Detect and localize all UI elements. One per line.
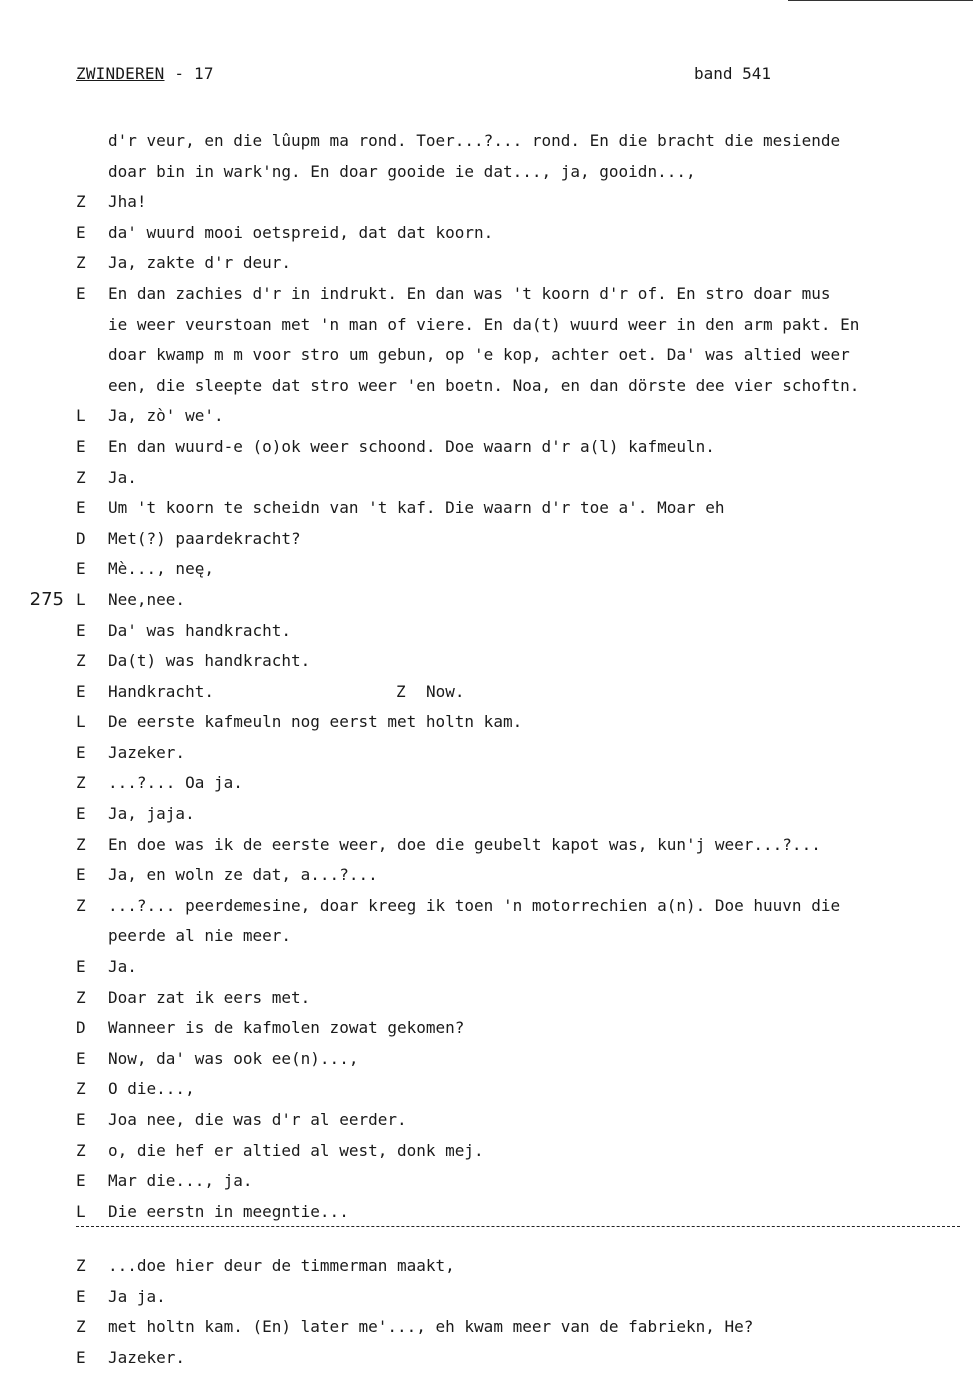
transcript-line [0, 524, 973, 555]
utterance-text: Ja ja. [108, 1286, 166, 1306]
transcript-line [0, 279, 973, 310]
speaker-label: Z [76, 467, 86, 487]
speaker-label: L [76, 589, 86, 609]
transcript-line [0, 1166, 973, 1197]
transcript-line [0, 677, 973, 708]
document-title: ZWINDEREN [76, 64, 165, 83]
utterance-text: Now. [426, 681, 465, 701]
page-header-left [76, 64, 214, 83]
speaker-label: Z [76, 651, 86, 671]
speaker-label: D [76, 528, 86, 548]
utterance-text: peerde al nie meer. [108, 926, 292, 946]
transcript-line [0, 707, 973, 738]
utterance-text: doar kwamp m m voor stro um gebun, op 'e kop, achter oet. Da' was altied weer [108, 345, 850, 365]
band-label: band 541 [694, 64, 772, 83]
utterance-text: een, die sleepte dat stro weer 'en boetn. Noa, en dan dörste dee vier schoftn. [108, 375, 860, 395]
speaker-label: Z [76, 1140, 86, 1160]
speaker-label: L [76, 406, 86, 426]
speaker-label: Z [396, 681, 406, 701]
utterance-text: O die..., [108, 1079, 195, 1099]
transcript-line [0, 799, 973, 830]
utterance-text: Um 't koorn te scheidn van 't kaf. Die waarn d'r toe a'. Moar eh [108, 498, 725, 518]
speaker-label: E [76, 1347, 86, 1367]
transcript-line [0, 830, 973, 861]
transcript-line [0, 891, 973, 922]
utterance-text: Ja, jaja. [108, 804, 195, 824]
speaker-label: Z [76, 253, 86, 273]
transcript-line [0, 310, 973, 341]
transcript-line [0, 248, 973, 279]
speaker-label: E [76, 620, 86, 640]
speaker-label: E [76, 559, 86, 579]
utterance-text: d'r veur, en die lûupm ma rond. Toer...?... rond. En die bracht die mesiende [108, 131, 841, 150]
transcript-line [0, 1312, 973, 1343]
speaker-label: E [76, 1110, 86, 1129]
transcript-line [0, 1044, 973, 1075]
speaker-label: E [76, 1171, 86, 1191]
utterance-text: ...doe hier deur de timmerman maakt, [108, 1256, 455, 1275]
transcript-line [0, 585, 973, 616]
utterance-text: o, die hef er altied al west, donk mej. [108, 1140, 484, 1160]
utterance-text: da' wuurd mooi oetspreid, dat dat koorn. [108, 222, 494, 242]
transcript-line [0, 187, 973, 218]
speaker-label: E [76, 1048, 86, 1068]
utterance-text: Met(?) paardekracht? [108, 528, 301, 548]
line-number: 275 [29, 588, 64, 610]
speaker-label: L [76, 712, 86, 732]
speaker-label: E [76, 742, 86, 762]
speaker-label: Z [76, 1317, 86, 1337]
transcript-line [0, 126, 973, 157]
utterance-text: Doar zat ik eers met. [108, 987, 311, 1007]
transcript-line [0, 616, 973, 647]
speaker-label: Z [76, 1256, 86, 1275]
speaker-label: E [76, 1286, 86, 1306]
utterance-text: Wanneer is de kafmolen zowat gekomen? [108, 1018, 465, 1038]
transcript-line [0, 768, 973, 799]
transcript-line [0, 1105, 973, 1136]
utterance-text: met holtn kam. (En) later me'..., eh kwam meer van de fabriekn, He? [108, 1317, 754, 1337]
speaker-label: Z [76, 1079, 86, 1099]
utterance-text: ie weer veurstoan met 'n man of viere. En da(t) wuurd weer in den arm pakt. En [108, 314, 860, 334]
transcript-line [0, 983, 973, 1014]
transcript-line [0, 1074, 973, 1105]
transcript-line [0, 921, 973, 952]
utterance-text: Ja. [108, 467, 137, 487]
transcript-line [0, 432, 973, 463]
transcript-line [0, 1251, 973, 1282]
utterance-text: Die eerstn in meegntie... [108, 1201, 349, 1221]
speaker-label: Z [76, 773, 86, 793]
transcript-line [0, 1343, 973, 1374]
top-rule [788, 0, 973, 1]
speaker-label: E [76, 957, 86, 977]
utterance-text: Ja, zò' we'. [108, 406, 224, 426]
transcript-continuation [0, 1251, 973, 1373]
transcript-line [0, 1282, 973, 1313]
speaker-label: Z [76, 834, 86, 854]
transcript-line [0, 493, 973, 524]
utterance-text: Ja. [108, 957, 137, 977]
utterance-text: Ja, en woln ze dat, a...?... [108, 865, 378, 885]
transcript-line [0, 157, 973, 188]
speaker-label: D [76, 1018, 86, 1038]
utterance-text: doar bin in wark'ng. En doar gooide ie dat..., ja, gooidn..., [108, 161, 696, 181]
speaker-label: E [76, 283, 86, 303]
speaker-label: E [76, 865, 86, 885]
utterance-text: Da' was handkracht. [108, 620, 292, 640]
utterance-text: Now, da' was ook ee(n)..., [108, 1048, 359, 1068]
transcript-body [0, 126, 973, 1227]
speaker-label: E [76, 804, 86, 824]
utterance-text: En dan zachies d'r in indrukt. En dan was 't koorn d'r of. En stro doar mus [108, 283, 831, 303]
speaker-label: Z [76, 987, 86, 1007]
transcript-line [0, 463, 973, 494]
utterance-text: Handkracht. [108, 681, 214, 701]
transcript-line [0, 401, 973, 432]
utterance-text: ...?... peerdemesine, doar kreeg ik toen 'n motorrechien a(n). Doe huuvn die [108, 895, 841, 915]
speaker-label: Z [76, 192, 86, 212]
speaker-label: E [76, 436, 86, 456]
transcript-line [0, 1197, 973, 1228]
utterance-text: Jha! [108, 192, 147, 212]
utterance-text: Jazeker. [108, 742, 186, 762]
utterance-text: En doe was ik de eerste weer, doe die geubelt kapot was, kun'j weer...?... [108, 834, 821, 854]
transcript-line [0, 1013, 973, 1044]
speaker-label: Z [76, 895, 86, 915]
page-number: - 17 [174, 64, 214, 83]
speaker-label: L [76, 1201, 86, 1221]
speaker-label: E [76, 498, 86, 518]
transcript-line [0, 554, 973, 585]
transcript-line [0, 218, 973, 249]
speaker-label: E [76, 681, 86, 701]
utterance-text: De eerste kafmeuln nog eerst met holtn kam. [108, 712, 523, 732]
utterance-text: Mè..., neę, [108, 559, 214, 579]
utterance-text: Joa nee, die was d'r al eerder. [108, 1110, 407, 1129]
utterance-text: Jazeker. [108, 1347, 186, 1367]
utterance-text: Mar die..., ja. [108, 1171, 253, 1191]
utterance-text: Ja, zakte d'r deur. [108, 253, 292, 273]
utterance-text: Nee,nee. [108, 589, 186, 609]
transcript-line [0, 1136, 973, 1167]
dashed-divider [76, 1226, 960, 1227]
utterance-text: Da(t) was handkracht. [108, 651, 311, 671]
utterance-text: ...?... Oa ja. [108, 773, 243, 793]
transcript-line [0, 952, 973, 983]
utterance-text: En dan wuurd-e (o)ok weer schoond. Doe waarn d'r a(l) kafmeuln. [108, 436, 715, 456]
transcript-line [0, 340, 973, 371]
transcript-line [0, 860, 973, 891]
transcript-line [0, 738, 973, 769]
transcript-line [0, 371, 973, 402]
speaker-label: E [76, 222, 86, 242]
transcript-line [0, 646, 973, 677]
